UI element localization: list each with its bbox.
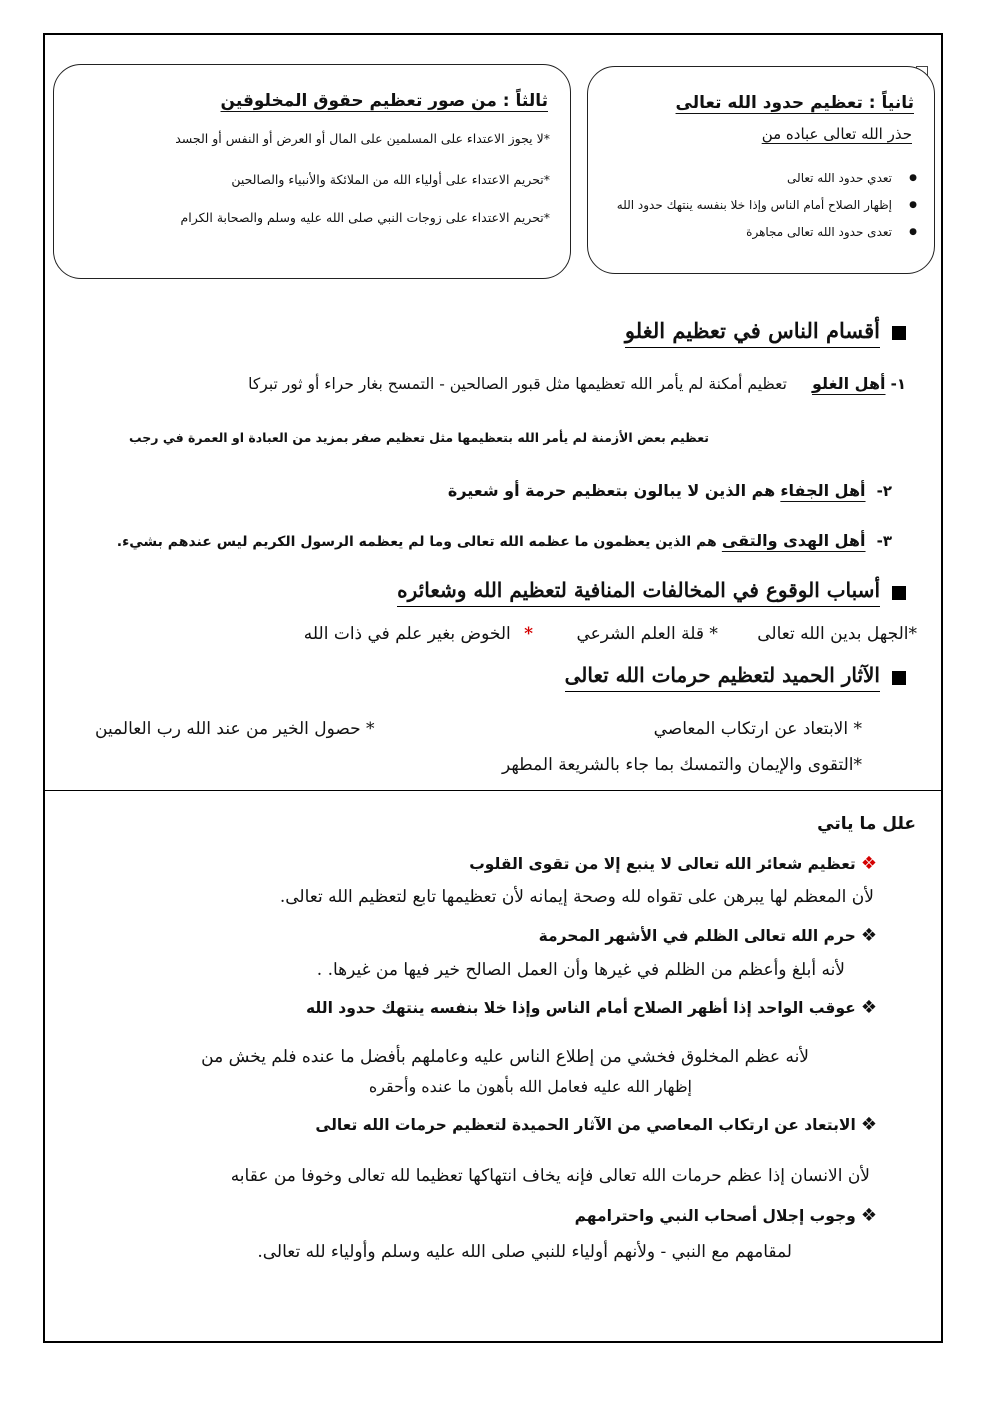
reason-answer-3-line-1: لأنه عظم المخلوق فخشي من إطلاع الناس عليه وعاملهم بأفضل ما عنده فلم يخش من [201, 1047, 809, 1067]
reasons-heading: علل ما ياتي [817, 814, 916, 834]
cause-item: * قلة العلم الشرعي [576, 624, 718, 644]
list-item: ● تعدى حدود الله تعالى مجاهرة [600, 224, 920, 241]
reason-answer-3-line-2: إظهار الله عليه فعامل الله بأهون ما عنده وأحقره [368, 1077, 692, 1096]
box-right-title: ثانياً : تعظيم حدود الله تعالى [675, 93, 914, 113]
section-heading-effects [565, 663, 906, 692]
reason-question-5 [575, 1205, 877, 1226]
effect-item-1: * الابتعاد عن ارتكاب المعاصي [653, 719, 862, 739]
category-item-2 [448, 481, 892, 500]
category-item-1 [248, 374, 906, 393]
reason-question-1 [469, 853, 877, 874]
question-text: الابتعاد عن ارتكاب المعاصي من الآثار الحميدة لتعظيم حرمات الله تعالى [315, 1116, 856, 1134]
item-number: ٣- [876, 532, 892, 550]
category-item-1-extra: تعظيم بعض الأزمنة لم يأمر الله بتعظيمها مثل تعظيم صفر بمزيد من العبادة او العمرة في رجب [129, 430, 709, 445]
item-label: أهل الجفاء [780, 481, 866, 500]
section-heading-text: أسباب الوقوع في المخالفات المنافية لتعظيم الله وشعائره [397, 578, 880, 607]
item-label: أهل الهدى والتقى [721, 531, 866, 550]
box-right-list [600, 170, 920, 251]
cause-item: الخوض بغير علم في ذات الله [303, 624, 511, 644]
box-rights-of-creatures [53, 64, 571, 279]
cause-item: *الجهل بدين الله تعالى [757, 624, 917, 644]
box-left-line-1: *لا يجوز الاعتداء على المسلمين على المال أو العرض أو النفس أو الجسد [175, 131, 550, 146]
reason-question-2 [539, 925, 877, 946]
reason-answer-5: لمقامهم مع النبي - ولأنهم أولياء للنبي صلى الله عليه وسلم وأولياء لله تعالى. [257, 1242, 792, 1262]
effect-item-3: *التقوى والإيمان والتمسك بما جاء بالشريعة المطهر [501, 755, 862, 775]
reason-question-4 [315, 1114, 877, 1135]
reason-answer-2: لأنه أبلغ وأعظم من الظلم في غيرها وأن العمل الصالح خير فيها من غيرها. . [316, 960, 845, 980]
red-star-icon: * [524, 624, 534, 644]
box-right-subtitle: حذر الله تعالى عباده من [761, 125, 912, 143]
item-number: ٢- [876, 482, 892, 500]
diamond-icon: ❖ [860, 997, 877, 1018]
effect-item-2: * حصول الخير من عند الله رب العالمين [95, 719, 375, 739]
square-bullet-icon [892, 586, 906, 600]
list-item: ● تعدي حدود الله تعالى [600, 170, 920, 187]
list-item: ● إظهار الصلاح أمام الناس وإذا خلا بنفسه ينتهك حدود الله [600, 197, 920, 214]
item-label: أهل الغلو [812, 374, 886, 393]
reason-question-3 [306, 997, 877, 1018]
item-number: ١- [890, 375, 906, 393]
section-heading-categories [625, 318, 906, 348]
box-limits-of-allah [587, 66, 935, 274]
category-item-3 [117, 531, 892, 550]
box-left-line-3: *تحريم الاعتداء على زوجات النبي صلى الله عليه وسلم والصحابة الكرام [180, 210, 550, 225]
diamond-icon: ❖ [860, 853, 877, 874]
section-heading-text: أقسام الناس في تعظيم الغلو [625, 318, 880, 348]
diamond-icon: ❖ [860, 1205, 877, 1226]
question-text: عوقب الواحد إذا أظهر الصلاح أمام الناس وإذا خلا بنفسه ينتهك حدود الله [306, 999, 856, 1017]
diamond-icon: ❖ [860, 925, 877, 946]
box-left-line-2: *تحريم الاعتداء على أولياء الله من الملائكة والأنبياء والصالحين [231, 172, 550, 187]
square-bullet-icon [892, 326, 906, 340]
reason-answer-1: لأن المعظم لها يبرهن على تقواه لله وصحة إيمانه لأن تعظيمها تابع لتعظيم الله تعالى. [279, 887, 874, 907]
item-text: هم الذين يعظمون ما عظمه الله تعالى وما لم يعظمه الرسول الكريم ليس عندهم بشيء. [116, 534, 717, 550]
box-left-title: ثالثاً : من صور تعظيم حقوق المخلوقين [220, 91, 548, 111]
item-text: هم الذين لا يبالون بتعظيم حرمة أو شعيرة [447, 481, 776, 500]
question-text: حرم الله تعالى الظلم في الأشهر المحرمة [538, 927, 856, 945]
reason-answer-4: لأن الانسان إذا عظم حرمات الله تعالى فإنه يخاف انتهاكها تعظيما لله تعالى وخوفا من عقابه [230, 1166, 870, 1186]
section-heading-causes [397, 578, 906, 607]
question-text: تعظيم شعائر الله تعالى لا ينبع إلا من تقوى القلوب [469, 855, 856, 873]
diamond-icon: ❖ [860, 1114, 877, 1135]
causes-line [304, 624, 917, 644]
item-text: تعظيم أمكنة لم يأمر الله تعظيمها مثل قبور الصالحين - التمسح بغار حراء أو ثور تبركا [248, 375, 787, 393]
divider [45, 790, 941, 791]
section-heading-text: الآثار الحميد لتعظيم حرمات الله تعالى [565, 663, 880, 692]
square-bullet-icon [892, 671, 906, 685]
question-text: وجوب إجلال أصحاب النبي واحترامهم [574, 1207, 856, 1225]
